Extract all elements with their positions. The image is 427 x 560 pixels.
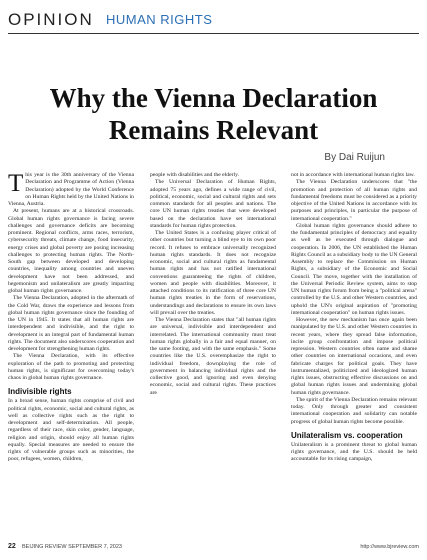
page-number: 22 [8, 543, 16, 550]
subheading: Indivisible rights [8, 387, 72, 397]
section-topic: HUMAN RIGHTS [106, 12, 213, 27]
issue-info: BEIJING REVIEW SEPTEMBER 7, 2023 [22, 544, 122, 550]
paragraph: The spirit of the Vienna Declaration remains relevant today. Only through greater and consistent international cooperation and solidarity can notable progress of global human rights become possible. [291, 396, 417, 425]
article-title [0, 82, 427, 146]
page-footer [8, 543, 419, 553]
paragraph: Unilateralism is a prominent threat to global human rights governance, and the U.S. should be held accountable for its rising campaign, [291, 441, 417, 463]
paragraph: The United States is a confusing player critical of other countries but turning a blind eye to its own poor record. It refuses to embrace universally recognized human rights standards. It does not recognize economic, social and cultural rights as fundamental human rights and has not ratified international conventions guaranteeing the rights of children, women and people with disabilities. Moreover, it attached conditions to its ratification of three core UN human rights treaties in the form of reservations, understandings and declarations to ensure its own laws will prevail over the treaties. [150, 230, 276, 316]
paragraph: The Vienna Declaration underscores that "the promotion and protection of all human rights and fundamental freedoms must be considered as a priority objective of the United Nations in accordance with its purposes and principles, in particular the purpose of international cooperation." [291, 179, 417, 222]
paragraph: The Universal Declaration of Human Rights, adopted 75 years ago, defines a wide range of civil, political, economic, social and cultural rights and sets common standards for all peoples and nations. The core UN human rights treaties that were developed based on the declaration have set international standards for human rights protection. [150, 179, 276, 229]
paragraph: The Vienna Declaration, with its effective exploration of the path to promoting and protecting human rights, is significant for overcoming today's chaos in global human rights governance. [8, 353, 134, 381]
drop-cap: T [8, 172, 24, 197]
byline: By Dai Ruijun [324, 152, 385, 163]
article-column-1 [8, 172, 134, 538]
paragraph-text: his year is the 30th anniversary of the Vienna Declaration and Programme of Action (Vienna Declaration) adopted by the World Conference on Human Rights held by the United Nations in Vienna, Austria. [8, 172, 134, 207]
title-line-1: Why the Vienna Declaration [49, 83, 378, 113]
website-link[interactable]: http://www.bjreview.com [360, 544, 419, 550]
paragraph: The Vienna Declaration, adopted in the aftermath of the Cold War, draws the experience and lessons from global human rights governance since the founding of the UN in 1945. It states that all human rights are interdependent and indivisible, and the right to development is an integral part of fundamental human rights. The document also underscores cooperation and development for strengthening human rights. [8, 295, 134, 352]
title-line-2: Remains Relevant [108, 115, 319, 145]
paragraph [8, 172, 134, 208]
paragraph: people with disabilities and the elderly. [150, 172, 240, 178]
article-column-3 [291, 172, 417, 538]
paragraph: In a broad sense, human rights comprise of civil and political rights, economic, social and cultural rights, as well as collective rights such as the right to development and self-determination. All people, regardless of their race, skin color, gender, language, religion and origin, should enjoy all human rights equally. Special measures are needed to ensure the rights of vulnerable groups such as minorities, the poor, refugees, women, children, [8, 398, 134, 463]
paragraph: Global human rights governance should adhere to the fundamental principles of democracy and equality as well as be executed through dialogue and cooperation. In 2006, the UN established the Human Rights Council as a subsidiary body to the UN General Assembly to replace the Commission on Human Rights, a subsidiary of the Economic and Social Council. The move, together with the installation of the Universal Periodic Review system, aims to stop UN human rights forum from being a "political arena" controlled by the U.S. and other Western countries, and uphold the UN's original aspiration of "promoting international cooperation" on human rights issues. [291, 222, 417, 316]
subheading: Unilateralism vs. cooperation [291, 430, 403, 440]
paragraph: However, the new mechanism has once again been manipulated by the U.S. and other Western countries in recent years, where they spread false information, incite group confrontation and impose political repression. Western countries often name and shame other countries on international occasions, and even fabricate charges for political goals. They have instrumentalized, politicized and ideologized human rights issues, obstructing effective discussions on and global human rights issues and undermining global human rights governance. [291, 317, 417, 396]
paragraph: not in accordance with international human rights law. [291, 172, 415, 178]
article-column-2 [150, 172, 276, 538]
paragraph: At present, humans are at a historical crossroads. Global human rights governance is facing severe challenges and governance deficits are becoming prominent. Regional conflicts, arms races, terrorism, cybersecurity threats, climate change, food insecurity, energy crises and global poverty are posing increasing challenges to protecting human rights. The North-South gap between developed and developing countries, inequality among countries and uneven development have not been addressed, and hegemonism and unilateralism are greatly impacting global human rights governance. [8, 208, 134, 294]
page-header [8, 8, 419, 34]
paragraph: The Vienna Declaration states that "all human rights are universal, indivisible and interdependent and interrelated. The international community must treat human rights globally in a fair and equal manner, on the same footing, and with the same emphasis." Some countries like the U.S. overemphasize the right to individual freedom, downplaying the role of government in balancing individual rights and the collective good, and ignoring and even denying economic, social and cultural rights. These practices are [150, 317, 276, 396]
section-label: OPINION [8, 10, 94, 29]
